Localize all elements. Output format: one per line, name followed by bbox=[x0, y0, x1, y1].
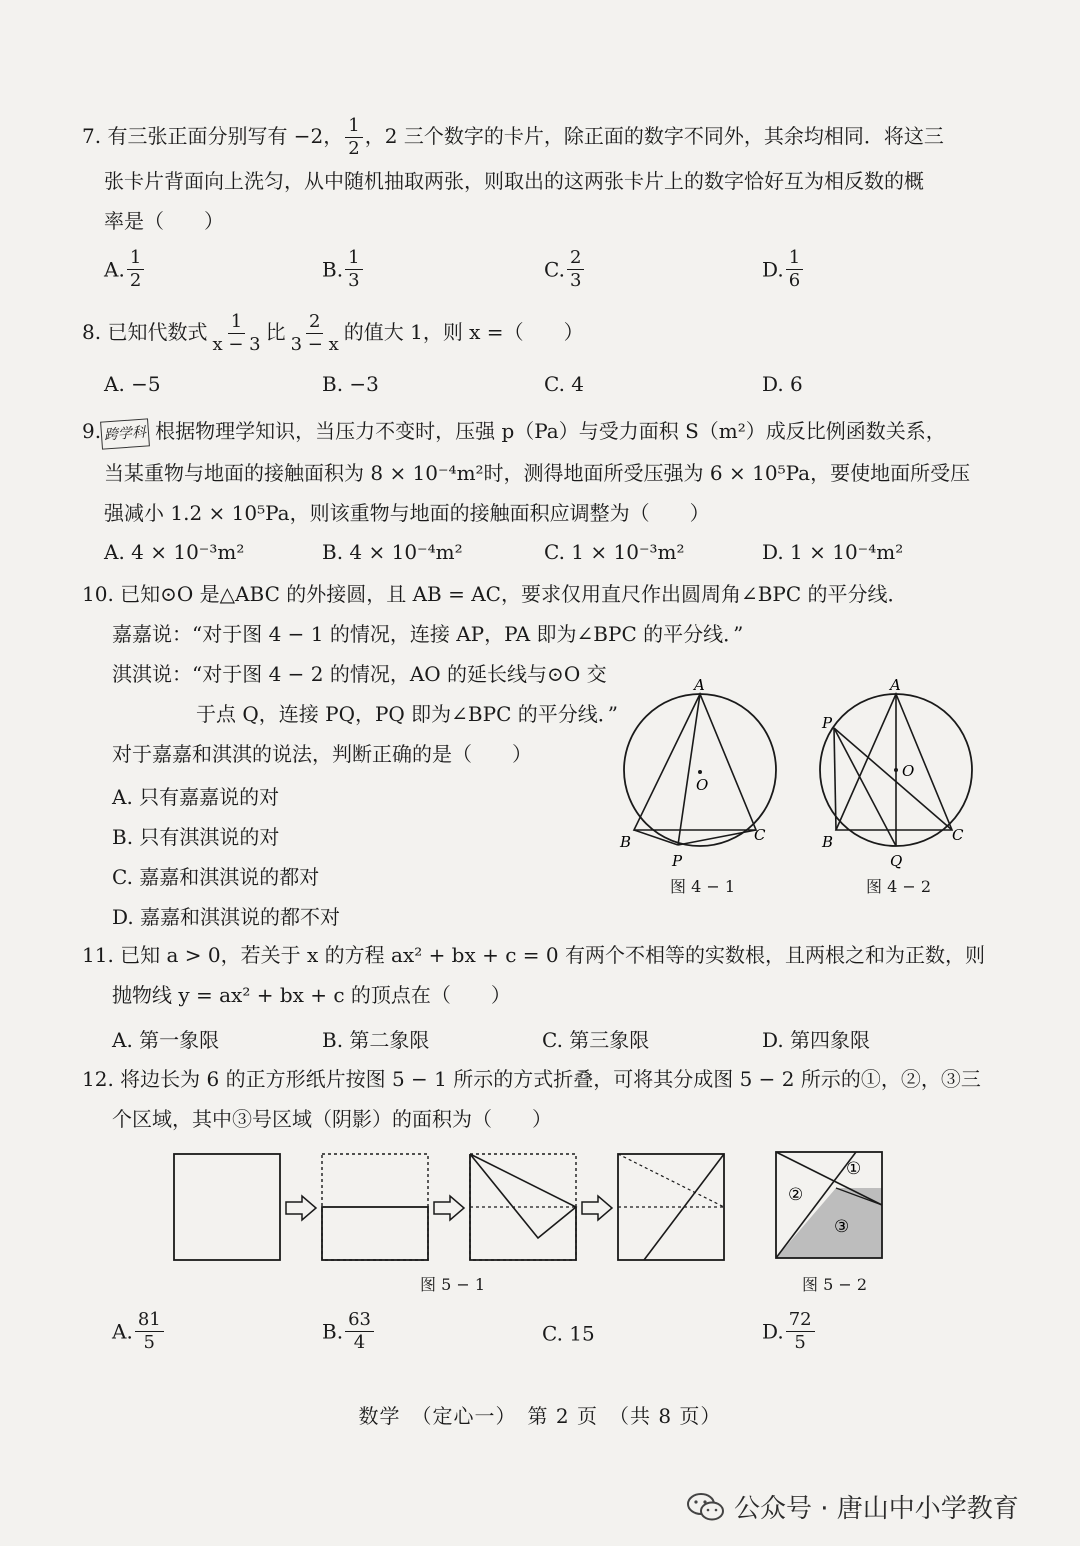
watermark-text: 公众号 · 唐山中小学教育 bbox=[734, 1494, 1019, 1524]
q11-line1: 11. 已知 a > 0，若关于 x 的方程 ax² + bx + c = 0 有两个不相等的实数根，且两根之和为正数，则 bbox=[82, 943, 985, 967]
figure-5-2-caption: 图 5 − 2 bbox=[802, 1275, 868, 1294]
q12-line2: 个区域，其中③号区域（阴影）的面积为（ ） bbox=[112, 1107, 552, 1131]
q10-line1: 10. 已知⊙O 是△ABC 的外接圆，且 AB = AC，要求仅用直尺作出圆周角∠BPC 的平分线． bbox=[82, 582, 908, 606]
figure-5-1-caption: 图 5 − 1 bbox=[420, 1275, 486, 1294]
figure-5-2 bbox=[772, 1148, 886, 1264]
region-3-label: ③ bbox=[834, 1217, 850, 1237]
q7-option-a[interactable]: A. $\frac{1}{2}$ bbox=[104, 248, 146, 291]
q12-line1: 12. 将边长为 6 的正方形纸片按图 5 − 1 所示的方式折叠，可将其分成图 5 − 2 所示的①，②，③三 bbox=[82, 1067, 981, 1091]
figure-4-2-caption: 图 4 − 2 bbox=[866, 877, 932, 896]
q8-option-c[interactable]: C. 4 bbox=[544, 372, 585, 396]
arrow-icon bbox=[434, 1196, 464, 1220]
label-a: A bbox=[890, 676, 901, 694]
q10-line3: 淇淇说：“对于图 4 − 2 的情况，AO 的延长线与⊙O 交 bbox=[112, 662, 607, 686]
q11-option-d[interactable]: D. 第四象限 bbox=[762, 1028, 871, 1052]
label-c: C bbox=[754, 826, 766, 844]
figure-4-2 bbox=[810, 672, 986, 872]
q12-option-b[interactable]: B. $\frac{63}{4}$ bbox=[322, 1310, 376, 1353]
figure-4-1-caption: 图 4 − 1 bbox=[670, 877, 736, 896]
q12-option-a[interactable]: A. $\frac{81}{5}$ bbox=[112, 1310, 166, 1353]
label-p: P bbox=[822, 714, 833, 732]
q9-option-b[interactable]: B. 4 × 10⁻⁴m² bbox=[322, 540, 463, 564]
page-footer: 数学 （定心一） 第 2 页 （共 8 页） bbox=[358, 1404, 722, 1428]
q8-fraction-1: $\frac{1}{x - 3}$ bbox=[212, 311, 261, 355]
q7-line1: 7. 有三张正面分别写有 −2， $\frac{1}{2}$ ，2 三个数字的卡片，除正面的数字不同外，其余均相同．将这三 bbox=[82, 115, 944, 159]
label-p: P bbox=[672, 852, 683, 870]
q9-option-c[interactable]: C. 1 × 10⁻³m² bbox=[544, 540, 685, 564]
q8-stem: 8. 已知代数式 $\frac{1}{x - 3}$ 比 $\frac{2}{3 - x}$ 的值大 1，则 x =（ ） bbox=[82, 311, 584, 355]
q7-fraction: $\frac{1}{2}$ bbox=[345, 116, 362, 159]
arrow-icon bbox=[582, 1196, 612, 1220]
q7-option-d[interactable]: D. $\frac{1}{6}$ bbox=[762, 248, 805, 291]
q11-line2: 抛物线 y = ax² + bx + c 的顶点在（ ） bbox=[112, 983, 511, 1007]
triangle-abc bbox=[836, 694, 952, 830]
q8-option-d[interactable]: D. 6 bbox=[762, 372, 803, 396]
q8-fraction-2: $\frac{2}{3 - x}$ bbox=[290, 311, 339, 355]
label-o: O bbox=[696, 776, 709, 794]
q10-line2: 嘉嘉说：“对于图 4 − 1 的情况，连接 AP，PA 即为∠BPC 的平分线．” bbox=[112, 622, 744, 646]
q10-line4: 于点 Q，连接 PQ，PQ 即为∠BPC 的平分线．” bbox=[196, 702, 618, 726]
q10-option-a[interactable]: A. 只有嘉嘉说的对 bbox=[112, 785, 280, 809]
q8-option-a[interactable]: A. −5 bbox=[104, 372, 161, 396]
q8-option-b[interactable]: B. −3 bbox=[322, 372, 379, 396]
label-a: A bbox=[694, 676, 705, 694]
q10-option-c[interactable]: C. 嘉嘉和淇淇说的都对 bbox=[112, 865, 320, 889]
label-o: O bbox=[902, 762, 915, 780]
interdisciplinary-tag: 跨学科 bbox=[100, 418, 150, 449]
region-2-label: ② bbox=[788, 1185, 804, 1205]
region-1-label: ① bbox=[846, 1159, 862, 1179]
figure-5-1 bbox=[170, 1148, 730, 1268]
watermark bbox=[686, 1488, 1019, 1525]
q9-line3: 强减小 1.2 × 10⁵Pa，则该重物与地面的接触面积应调整为（ ） bbox=[104, 501, 710, 525]
figure-4-1 bbox=[612, 672, 792, 872]
q11-option-b[interactable]: B. 第二象限 bbox=[322, 1028, 430, 1052]
label-q: Q bbox=[890, 852, 903, 870]
q10-line5: 对于嘉嘉和淇淇的说法，判断正确的是（ ） bbox=[112, 742, 532, 766]
q11-option-a[interactable]: A. 第一象限 bbox=[112, 1028, 220, 1052]
q12-option-d[interactable]: D. $\frac{72}{5}$ bbox=[762, 1310, 817, 1353]
label-c: C bbox=[952, 826, 964, 844]
q7-line3: 率是（ ） bbox=[104, 209, 224, 233]
q7-option-c[interactable]: C. $\frac{2}{3}$ bbox=[544, 248, 586, 291]
q9-option-a[interactable]: A. 4 × 10⁻³m² bbox=[104, 540, 245, 564]
q7-option-b[interactable]: B. $\frac{1}{3}$ bbox=[322, 248, 365, 291]
q9-line1: 9. 跨学科 根据物理学知识，当压力不变时，压强 p（Pa）与受力面积 S（m²）成反比例函数关系， bbox=[82, 418, 946, 448]
q12-option-c[interactable]: C. 15 bbox=[542, 1321, 595, 1346]
q10-option-b[interactable]: B. 只有淇淇说的对 bbox=[112, 825, 280, 849]
wechat-icon bbox=[686, 1492, 726, 1522]
triangle-abc bbox=[634, 694, 756, 830]
q10-option-d[interactable]: D. 嘉嘉和淇淇说的都不对 bbox=[112, 905, 341, 929]
label-b: B bbox=[620, 833, 632, 851]
q9-option-d[interactable]: D. 1 × 10⁻⁴m² bbox=[762, 540, 904, 564]
label-b: B bbox=[822, 833, 834, 851]
q11-option-c[interactable]: C. 第三象限 bbox=[542, 1028, 650, 1052]
q9-line2: 当某重物与地面的接触面积为 8 × 10⁻⁴m²时，测得地面所受压强为 6 × 10⁵Pa，要使地面所受压 bbox=[104, 461, 971, 485]
arrow-icon bbox=[286, 1196, 316, 1220]
q7-line2: 张卡片背面向上洗匀，从中随机抽取两张，则取出的这两张卡片上的数字恰好互为相反数的概 bbox=[104, 169, 924, 193]
